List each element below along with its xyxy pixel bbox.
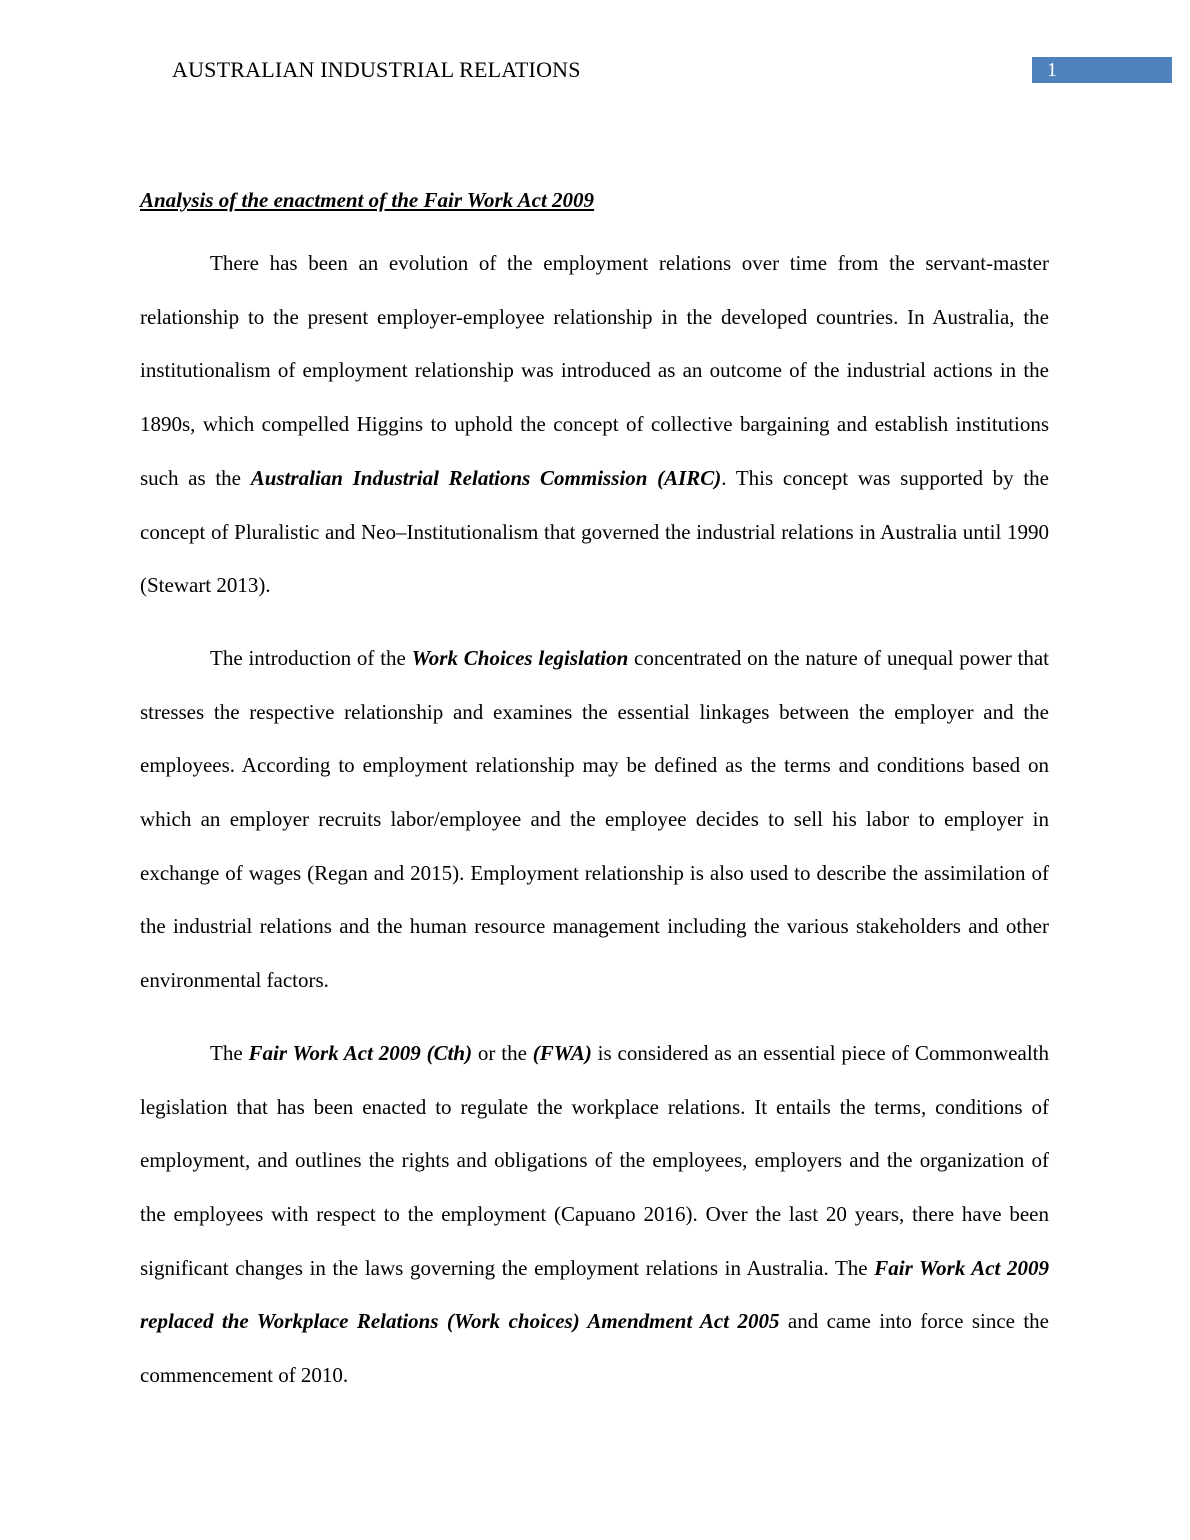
paragraph-3-text-1: The [210,1040,249,1065]
paragraph-3-text-2: or the [472,1040,533,1065]
running-head: AUSTRALIAN INDUSTRIAL RELATIONS [172,57,581,82]
paragraph-1-text-2: . This concept was supported by the concept of Pluralistic and Neo–Institutionalism that governed the industrial relations in Australia until 1990 (Stewart 2013). [140,465,1049,598]
paragraph-2-text-2: concentrated on the nature of unequal power that stresses the respective relationship and examines the essential linkages between the employer and the employees. According to employment relationship may be defined as the terms and conditions based on which an employer recruits labor/employee and the employee decides to sell his labor to employer in exchange of wages (Regan and 2015). Employment relationship is also used to describe the assimilation of the industrial relations and the human resource management including the various stakeholders and other environmental factors. [140,645,1049,993]
paragraph-2-emphasis-1: Work Choices legislation [411,645,629,670]
paragraph-1-text-1: There has been an evolution of the employment relations over time from the servant-master relationship to the present employer-employee relationship in the developed countries. In Australia, the institutionalism of employment relationship was introduced as an outcome of the industrial actions in the 1890s, which compelled Higgins to uphold the concept of collective bargaining and establish institutions such as the [140,251,1049,490]
paragraph-2 [140,632,1049,1008]
page-number: 1 [1047,59,1057,81]
paragraph-3-emphasis-2: (FWA) [532,1040,592,1065]
paragraph-3-text-3: is considered as an essential piece of Commonwealth legislation that has been enacted to regulate the workplace relations. It entails the terms, conditions of employment, and outlines the rights and obligations of the employees, employers and the organization of the employees with respect to the employment (Capuano 2016). Over the last 20 years, there have been significant changes in the laws governing the employment relations in Australia. The [140,1040,1049,1280]
paragraph-2-text-1: The introduction of the [210,645,412,670]
paragraph-3-emphasis-3: Fair Work Act 2009 replaced the Workplace Relations (Work choices) Amendment Act 2005 [140,1255,1050,1334]
paragraph-3 [140,1027,1049,1403]
section-heading: Analysis of the enactment of the Fair Work Act 2009 [140,188,595,212]
page-number-box [1032,57,1172,83]
paragraph-1 [140,237,1049,613]
paragraph-1-emphasis-1: Australian Industrial Relations Commission (AIRC) [250,465,722,490]
document-body [140,183,1049,1422]
paragraph-3-emphasis-1: Fair Work Act 2009 (Cth) [248,1040,473,1065]
paragraph-3-text-4: and came into force since the commencement of 2010. [140,1309,1050,1388]
